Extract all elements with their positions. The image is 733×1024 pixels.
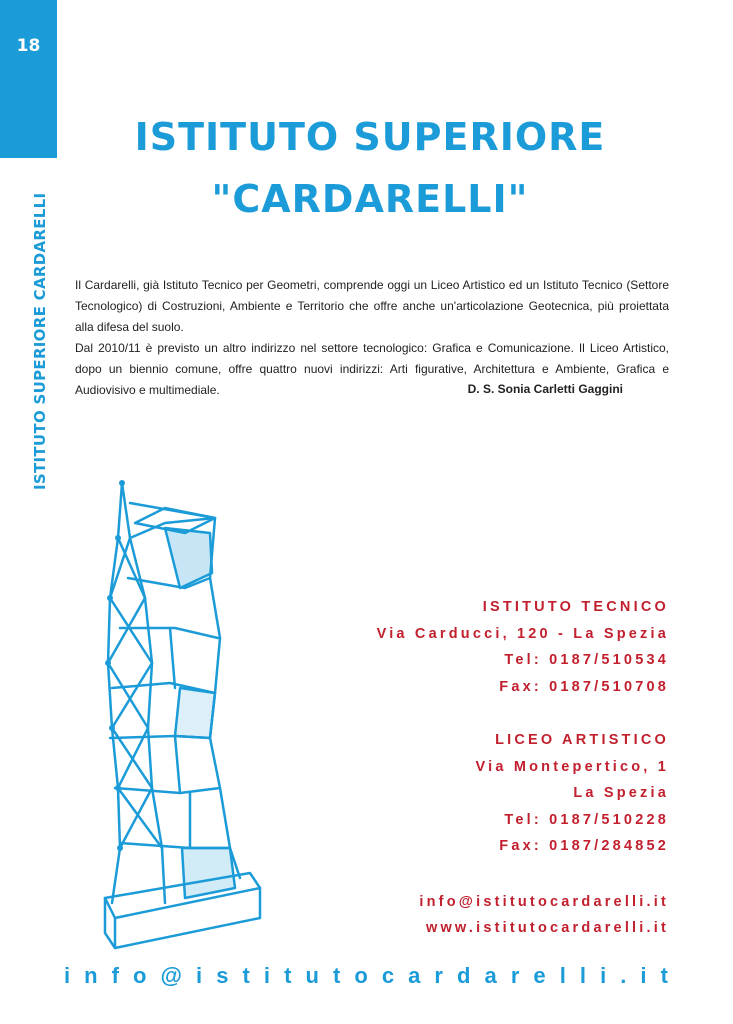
- footer-email-char: l: [559, 963, 566, 988]
- liceo-tel: Tel: 0187/510228: [504, 811, 669, 828]
- footer-email-char: c: [381, 963, 395, 988]
- signature: D. S. Sonia Carletti Gaggini: [467, 382, 623, 396]
- footer-email-char: e: [533, 963, 546, 988]
- footer-email-char: l: [579, 963, 587, 988]
- contact-block: [289, 594, 669, 942]
- liceo-city: La Spezia: [573, 785, 669, 801]
- title-line-2: "CARDARELLI": [211, 177, 529, 221]
- tower-sketch-illustration: [90, 478, 265, 958]
- tecnico-address: Via Carducci, 120 - La Spezia: [376, 625, 669, 642]
- footer-email-char: a: [408, 963, 421, 988]
- footer-email-char: u: [305, 963, 319, 988]
- header-color-block: [0, 0, 57, 158]
- contact-email: info@istitutocardarelli.it: [419, 893, 669, 910]
- footer-email-char: i: [64, 963, 71, 988]
- footer-email-char: t: [332, 963, 341, 988]
- footer-email-char: o: [354, 963, 368, 988]
- footer-email-char: i: [263, 963, 271, 988]
- footer-email-char: i: [640, 963, 647, 988]
- page-title: [100, 106, 640, 230]
- liceo-fax: Fax: 0187/284852: [499, 838, 669, 854]
- footer-email-char: @: [160, 963, 182, 988]
- tecnico-fax: Fax: 0187/510708: [499, 678, 669, 695]
- footer-email-char: n: [84, 963, 98, 988]
- intro-paragraph-2: Dal 2010/11 è previsto un altro indirizzo nel settore tecnologico: Grafica e Comunicazione. Il Liceo Artistico, dopo un biennio comune, offre quattro nuovi indirizzi: Arti figurative, Architettura e Ambiente, Grafica e Audiovisivo e multimediale.: [75, 341, 669, 397]
- liceo-name: LICEO ARTISTICO: [495, 732, 669, 748]
- footer-email-char: t: [660, 963, 668, 988]
- title-line-1: ISTITUTO SUPERIORE: [134, 115, 606, 159]
- liceo-address: Via Montepertico, 1: [475, 758, 669, 775]
- footer-email-char: .: [620, 963, 627, 988]
- footer-email-char: r: [510, 963, 520, 988]
- footer-email-char: f: [111, 963, 119, 988]
- footer-email-char: d: [457, 963, 471, 988]
- footer-email-char: i: [600, 963, 607, 988]
- footer-email-char: a: [484, 963, 497, 988]
- page-number: 18: [16, 36, 41, 56]
- footer-email-char: o: [133, 963, 147, 988]
- footer-email-char: s: [216, 963, 229, 988]
- footer-email-char: r: [434, 963, 443, 988]
- tecnico-name: ISTITUTO TECNICO: [482, 599, 669, 615]
- footer-email: [64, 963, 668, 989]
- footer-email-char: t: [284, 963, 292, 988]
- contact-website: www.istitutocardarelli.it: [425, 920, 669, 936]
- side-running-title: ISTITUTO SUPERIORE CARDARELLI: [31, 192, 49, 490]
- footer-email-char: i: [196, 963, 203, 988]
- intro-paragraph-1: Il Cardarelli, già Istituto Tecnico per Geometri, comprende oggi un Liceo Artistico ed un Istituto Tecnico (Settore Tecnologico) di Costruzioni, Ambiente e Territorio che offre anche un'articolazione Geotecnica, più proiettata alla difesa del suolo.: [75, 278, 669, 334]
- tecnico-tel: Tel: 0187/510534: [504, 652, 669, 668]
- footer-email-char: t: [242, 963, 250, 988]
